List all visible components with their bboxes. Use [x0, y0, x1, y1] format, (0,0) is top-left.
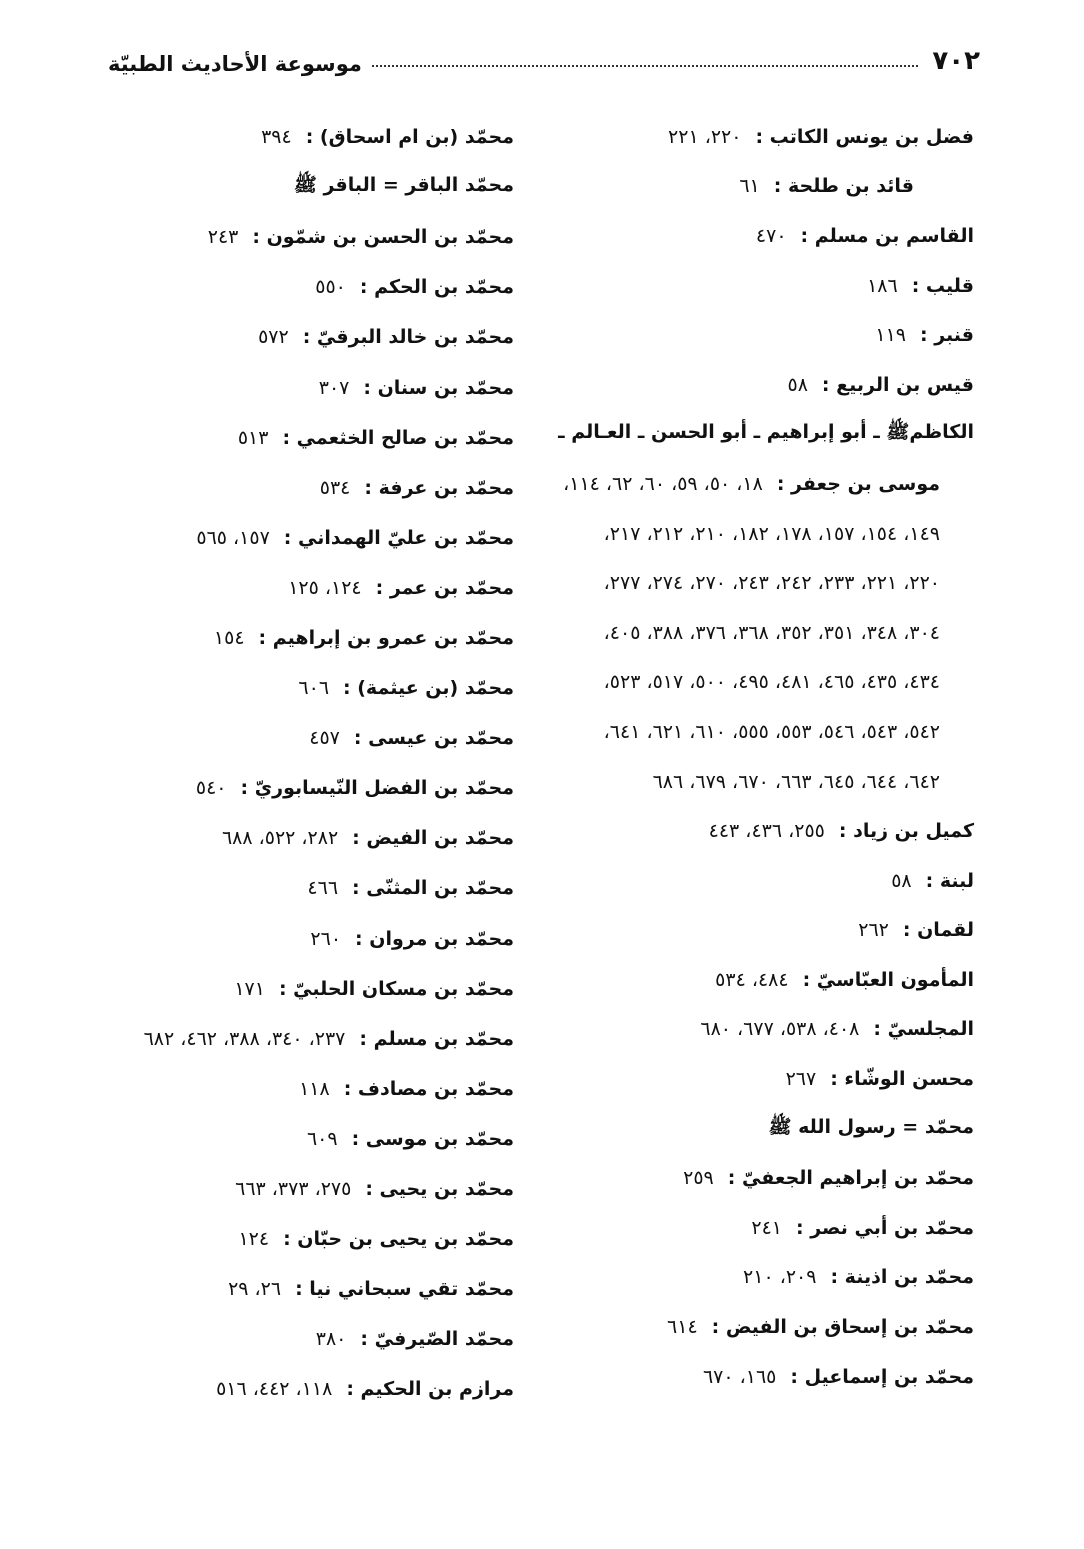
index-entry [534, 162, 974, 212]
index-entry [44, 863, 514, 913]
index-entry [44, 563, 514, 613]
entry-name: محمّد بن اذينة : [830, 1266, 974, 1289]
index-entry [534, 1203, 974, 1253]
entry-name: محمّد بن الفيض : [352, 827, 514, 850]
entry-name: محمّد بن عمر : [375, 576, 514, 599]
index-entry [44, 1364, 514, 1414]
entry-pages: ١٥٤ [213, 626, 245, 649]
index-entry [44, 513, 514, 563]
entry-pages: ٥٣٤ [319, 476, 351, 499]
entry-name: محمّد الباقر = الباقر ﷺ [293, 174, 514, 197]
index-entry [534, 1104, 974, 1154]
entry-name: قائد بن طلحة : [773, 175, 914, 198]
entry-name: فضل بن يونس الكاتب : [755, 125, 974, 148]
index-entry [44, 713, 514, 763]
index-entry [44, 112, 514, 162]
entry-pages: ٢٦، ٢٩ [228, 1278, 282, 1301]
index-entry [44, 463, 514, 513]
entry-pages: ١٨٦ [867, 274, 898, 297]
index-entry [44, 964, 514, 1014]
entry-name: محمّد بن خالد البرقيّ : [302, 326, 514, 349]
entry-pages: ١١٩ [875, 324, 906, 347]
entry-pages: ٤٥٧ [309, 727, 340, 750]
index-entry [44, 1064, 514, 1114]
entry-pages: ١٢٤ [238, 1228, 270, 1251]
entry-name: محمّد بن عليّ الهمداني : [283, 526, 514, 549]
entry-pages: ٦٤٢، ٦٤٤، ٦٤٥، ٦٦٣، ٦٧٠، ٦٧٩، ٦٨٦ [652, 770, 940, 793]
entry-name: مرازم بن الحكيم : [346, 1378, 514, 1401]
entry-pages: ١١٨ [299, 1077, 330, 1100]
entry-name: الكاظم‎ﷺ ـ أبو إبراهيم ـ أبو الحسن ـ العـالم ـ [558, 421, 974, 444]
entry-pages: ٢٤١ [751, 1216, 782, 1239]
index-entry [44, 914, 514, 964]
index-entry [44, 1314, 514, 1364]
index-entry-continuation [534, 608, 974, 658]
entry-pages: ٥٧٢ [258, 326, 289, 349]
entry-name: محمّد بن إبراهيم الجعفيّ : [727, 1167, 974, 1190]
entry-name: محمّد بن سنان : [363, 376, 514, 399]
page-number: ٧٠٢ [932, 46, 980, 76]
header-dotted-leader [372, 65, 919, 67]
entry-pages: ٢٥٩ [683, 1167, 714, 1190]
entry-pages: ٢٦٠ [310, 927, 342, 950]
index-entry [534, 1005, 974, 1055]
index-entry [44, 212, 514, 262]
entry-pages: ٤٠٨، ٥٣٨، ٦٧٧، ٦٨٠ [700, 1018, 860, 1041]
entry-name: محمّد (بن عيثمة) : [343, 677, 514, 700]
entry-pages: ٥٨ [787, 373, 808, 396]
index-entry [534, 1352, 974, 1402]
index-entry [534, 1054, 974, 1104]
entry-name: محمّد بن عيسى : [353, 727, 514, 750]
entry-name: محمّد بن يحيى بن حبّان : [283, 1228, 514, 1251]
index-entry [534, 806, 974, 856]
entry-name: محمّد بن المثنّى : [352, 877, 514, 900]
index-entry [44, 312, 514, 362]
entry-name: محمّد = رسول الله ﷺ [768, 1115, 974, 1138]
entry-name: محمّد بن مروان : [355, 927, 514, 950]
index-entry [44, 413, 514, 463]
entry-pages: ٢٠٩، ٢١٠ [743, 1266, 817, 1289]
entry-name: محسن الوشّاء : [830, 1068, 974, 1091]
entry-pages: ٤٣٤، ٤٣٥، ٤٦٥، ٤٨١، ٤٩٥، ٥٠٠، ٥١٧، ٥٢٣، [603, 671, 940, 694]
index-entry [534, 211, 974, 261]
index-entry [534, 459, 974, 509]
index-entry [44, 663, 514, 713]
entry-pages: ١٧١ [234, 977, 265, 1000]
entry-pages: ٤٦٦ [307, 877, 339, 900]
entry-pages: ٣٠٤، ٣٤٨، ٣٥١، ٣٥٢، ٣٦٨، ٣٧٦، ٣٨٨، ٤٠٥، [603, 621, 940, 644]
index-entry [44, 763, 514, 813]
index-entry [44, 613, 514, 663]
entry-pages: ٥٨ [891, 869, 912, 892]
entry-pages: ١١٨، ٤٤٢، ٥١٦ [216, 1378, 333, 1401]
entry-name: محمّد بن مصادف : [343, 1077, 514, 1100]
entry-pages: ٢٣٧، ٣٤٠، ٣٨٨، ٤٦٢، ٦٨٢ [143, 1027, 346, 1050]
entry-pages: ٢٦٢ [858, 919, 889, 942]
entry-pages: ٦١ [739, 175, 760, 198]
entry-name: لقمان : [902, 919, 974, 942]
entry-pages: ٢٧٥، ٣٧٣، ٦٦٣ [235, 1178, 352, 1201]
index-column-right [534, 112, 974, 1401]
entry-name: محمّد بن عرفة : [364, 476, 514, 499]
entry-name: قليب : [911, 274, 974, 297]
entry-pages: ٣٨٠ [315, 1328, 347, 1351]
index-entry [44, 1114, 514, 1164]
index-entry-continuation [534, 558, 974, 608]
index-entry [534, 955, 974, 1005]
index-entry [534, 1153, 974, 1203]
entry-name: المأمون العبّاسيّ : [802, 968, 974, 991]
entry-pages: ٥٥٠ [315, 276, 346, 299]
entry-pages: ٦٠٦ [298, 677, 330, 700]
index-entry [44, 362, 514, 412]
entry-name: محمّد بن عمرو بن إبراهيم : [258, 626, 514, 649]
index-entry [44, 1264, 514, 1314]
index-entry [534, 1302, 974, 1352]
entry-name: محمّد بن مسكان الحلبيّ : [278, 977, 514, 1000]
entry-pages: ٥٤٢، ٥٤٣، ٥٤٦، ٥٥٣، ٥٥٥، ٦١٠، ٦٢١، ٦٤١، [603, 720, 940, 743]
index-entry-continuation [534, 757, 974, 807]
entry-pages: ١٥٧، ٥٦٥ [196, 526, 270, 549]
entry-name: قنبر : [920, 324, 974, 347]
index-entry [44, 262, 514, 312]
entry-name: محمّد بن الحسن بن شمّون : [252, 226, 514, 249]
index-entry [534, 1253, 974, 1303]
entry-pages: ٤٧٠ [755, 224, 787, 247]
index-column-left [44, 112, 514, 1414]
index-entry [44, 162, 514, 212]
entry-name: محمّد (بن ام اسحاق) : [305, 126, 514, 149]
entry-pages: ٦٠٩ [306, 1127, 338, 1150]
index-entry [44, 1014, 514, 1064]
entry-pages: ٥٤٠ [195, 777, 227, 800]
index-entry [534, 410, 974, 460]
entry-name: لبنة : [925, 869, 974, 892]
entry-pages: ١٦٥، ٦٧٠ [702, 1365, 777, 1388]
entry-name: محمّد بن الحكم : [359, 276, 514, 299]
entry-pages: ٢٤٣ [207, 226, 239, 249]
entry-name: محمّد بن صالح الخثعمي : [282, 426, 514, 449]
index-entry-continuation [534, 658, 974, 708]
page-header [108, 38, 980, 76]
entry-pages: ٦١٤ [667, 1316, 698, 1339]
entry-name: محمّد بن موسى : [351, 1127, 514, 1150]
entry-name: محمّد بن أبي نصر : [795, 1216, 974, 1239]
entry-name: محمّد بن إسماعيل : [790, 1365, 974, 1388]
index-entry [534, 261, 974, 311]
index-entry-continuation [534, 707, 974, 757]
entry-pages: ٣٠٧ [318, 376, 350, 399]
index-entry [534, 856, 974, 906]
entry-pages: ٢٨٢، ٥٢٢، ٦٨٨ [221, 827, 339, 850]
index-entry-continuation [534, 509, 974, 559]
entry-pages: ٣٩٤ [261, 126, 292, 149]
entry-pages: ١٢٤، ١٢٥ [288, 576, 362, 599]
index-entry [44, 1164, 514, 1214]
entry-pages: ٢٦٧ [785, 1068, 817, 1091]
entry-name: محمّد بن الفضل النّيسابوريّ : [240, 777, 514, 800]
running-title: موسوعة الأحاديث الطبيّة [108, 52, 362, 76]
entry-pages: ٤٨٤، ٥٣٤ [715, 968, 789, 991]
entry-name: محمّد تقي سبحاني نيا : [295, 1278, 514, 1301]
index-entry [44, 1214, 514, 1264]
index-entry [44, 813, 514, 863]
entry-pages: ٢٢٠، ٢٢١ [668, 125, 742, 148]
entry-name: موسى بن جعفر : [776, 472, 940, 495]
entry-pages: ٢٥٥، ٤٣٦، ٤٤٣ [708, 820, 825, 843]
entry-name: محمّد بن إسحاق بن الفيض : [711, 1316, 974, 1339]
entry-name: قيس بن الربيع : [821, 373, 974, 396]
entry-name: محمّد بن يحيى : [365, 1178, 514, 1201]
entry-pages: ٢٢٠، ٢٢١، ٢٣٣، ٢٤٢، ٢٤٣، ٢٧٠، ٢٧٤، ٢٧٧، [603, 572, 940, 595]
index-entry [534, 906, 974, 956]
entry-pages: ٥١٣ [237, 426, 269, 449]
index-entry [534, 310, 974, 360]
entry-pages: ١٨، ٥٠، ٥٩، ٦٠، ٦٢، ١١٤، [563, 472, 763, 495]
entry-pages: ١٤٩، ١٥٤، ١٥٧، ١٧٨، ١٨٢، ٢١٠، ٢١٢، ٢١٧، [603, 522, 940, 545]
entry-name: كميل بن زياد : [838, 820, 974, 843]
entry-name: القاسم بن مسلم : [800, 224, 974, 247]
index-entry [534, 112, 974, 162]
entry-name: محمّد الصّيرفيّ : [360, 1328, 514, 1351]
entry-name: المجلسيّ : [873, 1018, 974, 1041]
entry-name: محمّد بن مسلم : [359, 1027, 514, 1050]
index-entry [534, 360, 974, 410]
